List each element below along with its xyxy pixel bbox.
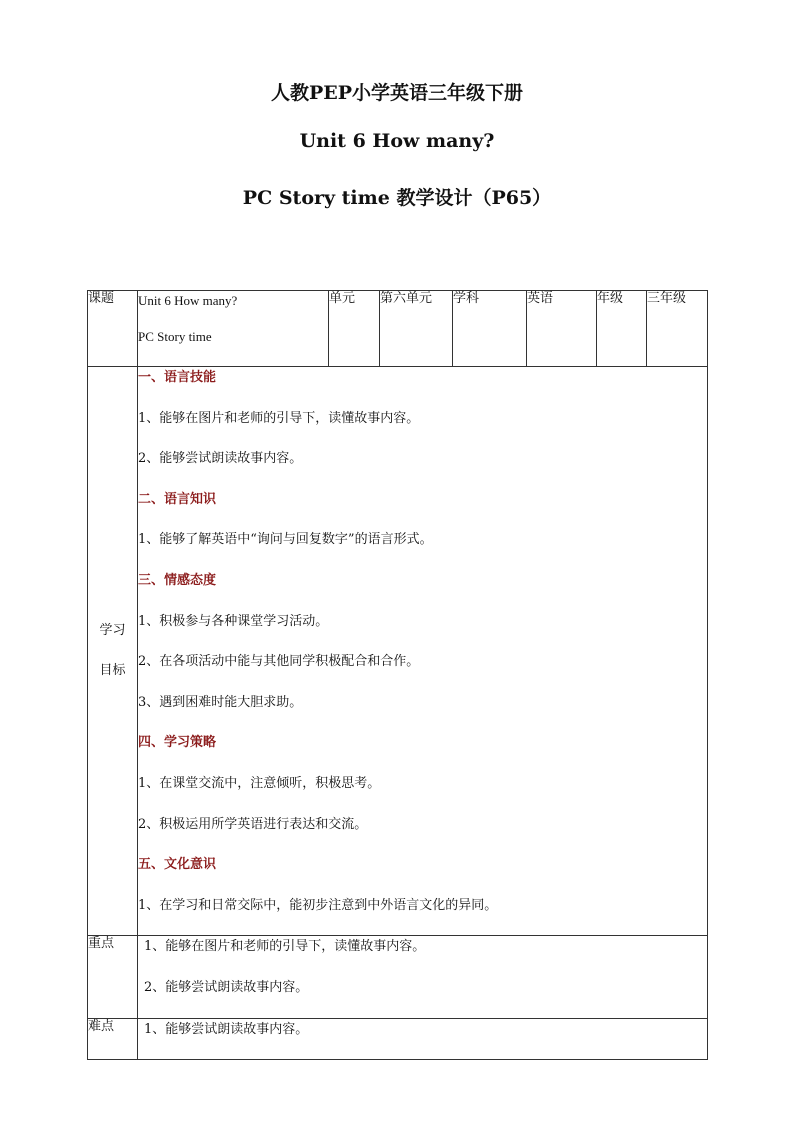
list-item: 2、能够尝试朗读故事内容。 [144, 979, 309, 995]
subject-label: 学科 [453, 291, 527, 367]
subject-value: 英语 [527, 291, 597, 367]
list-item: 1、能够尝试朗读故事内容。 [144, 1021, 309, 1037]
objectives-row [88, 367, 708, 936]
list-item: 2、能够尝试朗读故事内容。 [138, 451, 303, 467]
grade-value: 三年级 [647, 291, 708, 367]
list-item: 1、能够了解英语中“询问与回复数字”的语言形式。 [138, 532, 433, 548]
unit-label: 单元 [329, 291, 380, 367]
topic-value [138, 291, 329, 367]
list-item: 1、在课堂交流中，注意倾听，积极思考。 [138, 775, 381, 791]
difficulties-list [138, 1018, 708, 1060]
list-item: 1、在学习和日常交际中，能初步注意到中外语言文化的异同。 [138, 897, 498, 913]
key-points-list [138, 936, 708, 1018]
objectives-label-line-2: 目标 [99, 663, 126, 679]
list-item: 3、遇到困难时能大胆求助。 [138, 694, 303, 710]
grade-label: 年级 [597, 291, 647, 367]
list-item: 1、积极参与各种课堂学习活动。 [138, 613, 329, 629]
topic-line-2: PC Story time [138, 329, 212, 344]
key-points-label: 重点 [88, 936, 138, 1018]
difficulties-label: 难点 [88, 1018, 138, 1060]
objectives-label-line-1: 学习 [99, 623, 126, 639]
doc-title-line3: PC Story time 教学设计（P65） [242, 187, 552, 209]
section-heading: 五、文化意识 [138, 857, 217, 873]
lesson-plan-table [87, 290, 708, 1060]
key-points-row [88, 936, 708, 1018]
difficulties-row [88, 1018, 708, 1060]
section-heading: 一、语言技能 [138, 370, 217, 385]
list-item: 2、积极运用所学英语进行表达和交流。 [138, 816, 368, 832]
objectives-list [138, 367, 708, 936]
topic-label: 课题 [88, 291, 138, 367]
doc-title-line1: 人教PEP小学英语三年级下册 [270, 82, 524, 104]
unit-value: 第六单元 [380, 291, 453, 367]
list-item: 1、能够在图片和老师的引导下，读懂故事内容。 [144, 939, 426, 955]
section-heading: 四、学习策略 [138, 735, 217, 751]
list-item: 1、能够在图片和老师的引导下，读懂故事内容。 [138, 410, 420, 426]
list-item: 2、在各项活动中能与其他同学积极配合和合作。 [138, 654, 420, 670]
objectives-label [88, 367, 138, 936]
topic-line-1: Unit 6 How many? [138, 293, 238, 308]
doc-title-line2: Unit 6 How many? [299, 130, 495, 152]
section-heading: 三、情感态度 [138, 572, 217, 588]
info-row [88, 291, 708, 367]
section-heading: 二、语言知识 [138, 491, 217, 507]
